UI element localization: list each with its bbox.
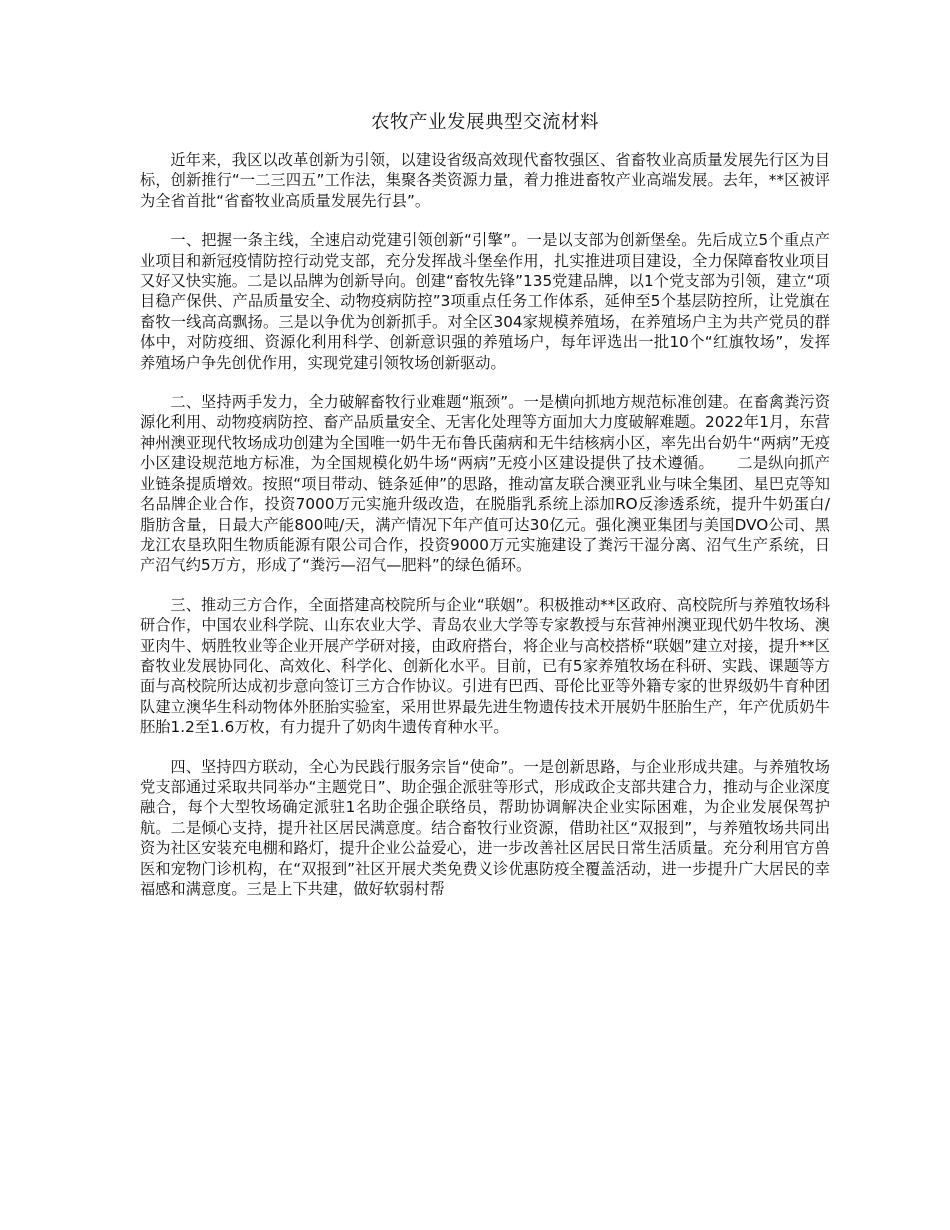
paragraph-section-4: 四、坚持四方联动，全心为民践行服务宗旨“使命”。一是创新思路，与企业形成共建。与养殖牧场党支部通过采取共同举办“主题党日”、助企强企派驻等形式，形成政企支部共建合力，推动与企业深度融合，每个大型牧场确定派驻1名助企强企联络员，帮助协调解决企业实际困难，为企业发展保驾护航。二是倾心支持，提升社区居民满意度。结合畜牧行业资源，借助社区“双报到”，与养殖牧场共同出资为社区安装充电棚和路灯，提升企业公益爱心，进一步改善社区居民日常生活质量。充分利用官方兽医和宠物门诊机构，在“双报到”社区开展犬类免费义诊优惠防疫全覆盖活动，进一步提升广大居民的幸福感和满意度。三是上下共建，做好软弱村帮 bbox=[140, 757, 830, 898]
paragraph-section-1: 一、把握一条主线，全速启动党建引领创新“引擎”。一是以支部为创新堡垒。先后成立5个重点产业项目和新冠疫情防控行动党支部，充分发挥战斗堡垒作用，扎实推进项目建设，全力保障畜牧业项目又好又快实施。二是以品牌为创新导向。创建“畜牧先锋”135党建品牌，以1个党支部为引领，建立“项目稳产保供、产品质量安全、动物疫病防控”3项重点任务工作体系，延伸至5个基层防控所，让党旗在畜牧一线高高飘扬。三是以争优为创新抓手。对全区304家规模养殖场，在养殖场户主为共产党员的群体中，对防疫细、资源化利用科学、创新意识强的养殖场户，每年评选出一批10个“红旗牧场”，发挥养殖场户争先创优作用，实现党建引领牧场创新驱动。 bbox=[140, 231, 830, 372]
paragraph-intro: 近年来，我区以改革创新为引领，以建设省级高效现代畜牧强区、省畜牧业高质量发展先行区为目标，创新推行“一二三四五”工作法，集聚各类资源力量，着力推进畜牧产业高端发展。去年，**区被评为全省首批“省畜牧业高质量发展先行县”。 bbox=[140, 151, 830, 210]
paragraph-section-2: 二、坚持两手发力，全力破解畜牧行业难题“瓶颈”。一是横向抓地方规范标准创建。在畜禽粪污资源化利用、动物疫病防控、畜产品质量安全、无害化处理等方面加大力度破解难题。2022年1月，东营神州澳亚现代牧场成功创建为全国唯一奶牛无布鲁氏菌病和无牛结核病小区，率先出台奶牛“两病”无疫小区建设规范地方标准，为全国规模化奶牛场“两病”无疫小区建设提供了技术遵循。 二是纵向抓产业链条提质增效。按照“项目带动、链条延伸”的思路，推动富友联合澳亚乳业与味全集团、星巴克等知名品牌企业合作，投资7000万元实施升级改造，在脱脂乳系统上添加RO反渗透系统，提升牛奶蛋白/脂肪含量，日最大产能800吨/天，满产情况下年产值可达30亿元。强化澳亚集团与美国DVO公司、黑龙江农垦玖阳生物质能源有限公司合作，投资9000万元实施建设了粪污干湿分离、沼气生产系统，日产沼气约5万方，形成了“粪污—沼气—肥料”的绿色循环。 bbox=[140, 393, 830, 575]
document-page bbox=[140, 108, 830, 918]
paragraph-section-3: 三、推动三方合作，全面搭建高校院所与企业“联姻”。积极推动**区政府、高校院所与养殖牧场科研合作，中国农业科学院、山东农业大学、青岛农业大学等专家教授与东营神州澳亚现代奶牛牧场、澳亚肉牛、炳胜牧业等企业开展产学研对接，由政府搭台，将企业与高校搭桥“联姻”建立对接，提升**区畜牧业发展协同化、高效化、科学化、创新化水平。目前，已有5家养殖牧场在科研、实践、课题等方面与高校院所达成初步意向签订三方合作协议。引进有巴西、哥伦比亚等外籍专家的世界级奶牛育种团队建立澳华生科动物体外胚胎实验室，采用世界最先进生物遗传技术开展奶牛胚胎生产，年产优质奶牛胚胎1.2至1.6万枚，有力提升了奶肉牛遗传育种水平。 bbox=[140, 595, 830, 737]
document-title: 农牧产业发展典型交流材料 bbox=[370, 112, 599, 133]
